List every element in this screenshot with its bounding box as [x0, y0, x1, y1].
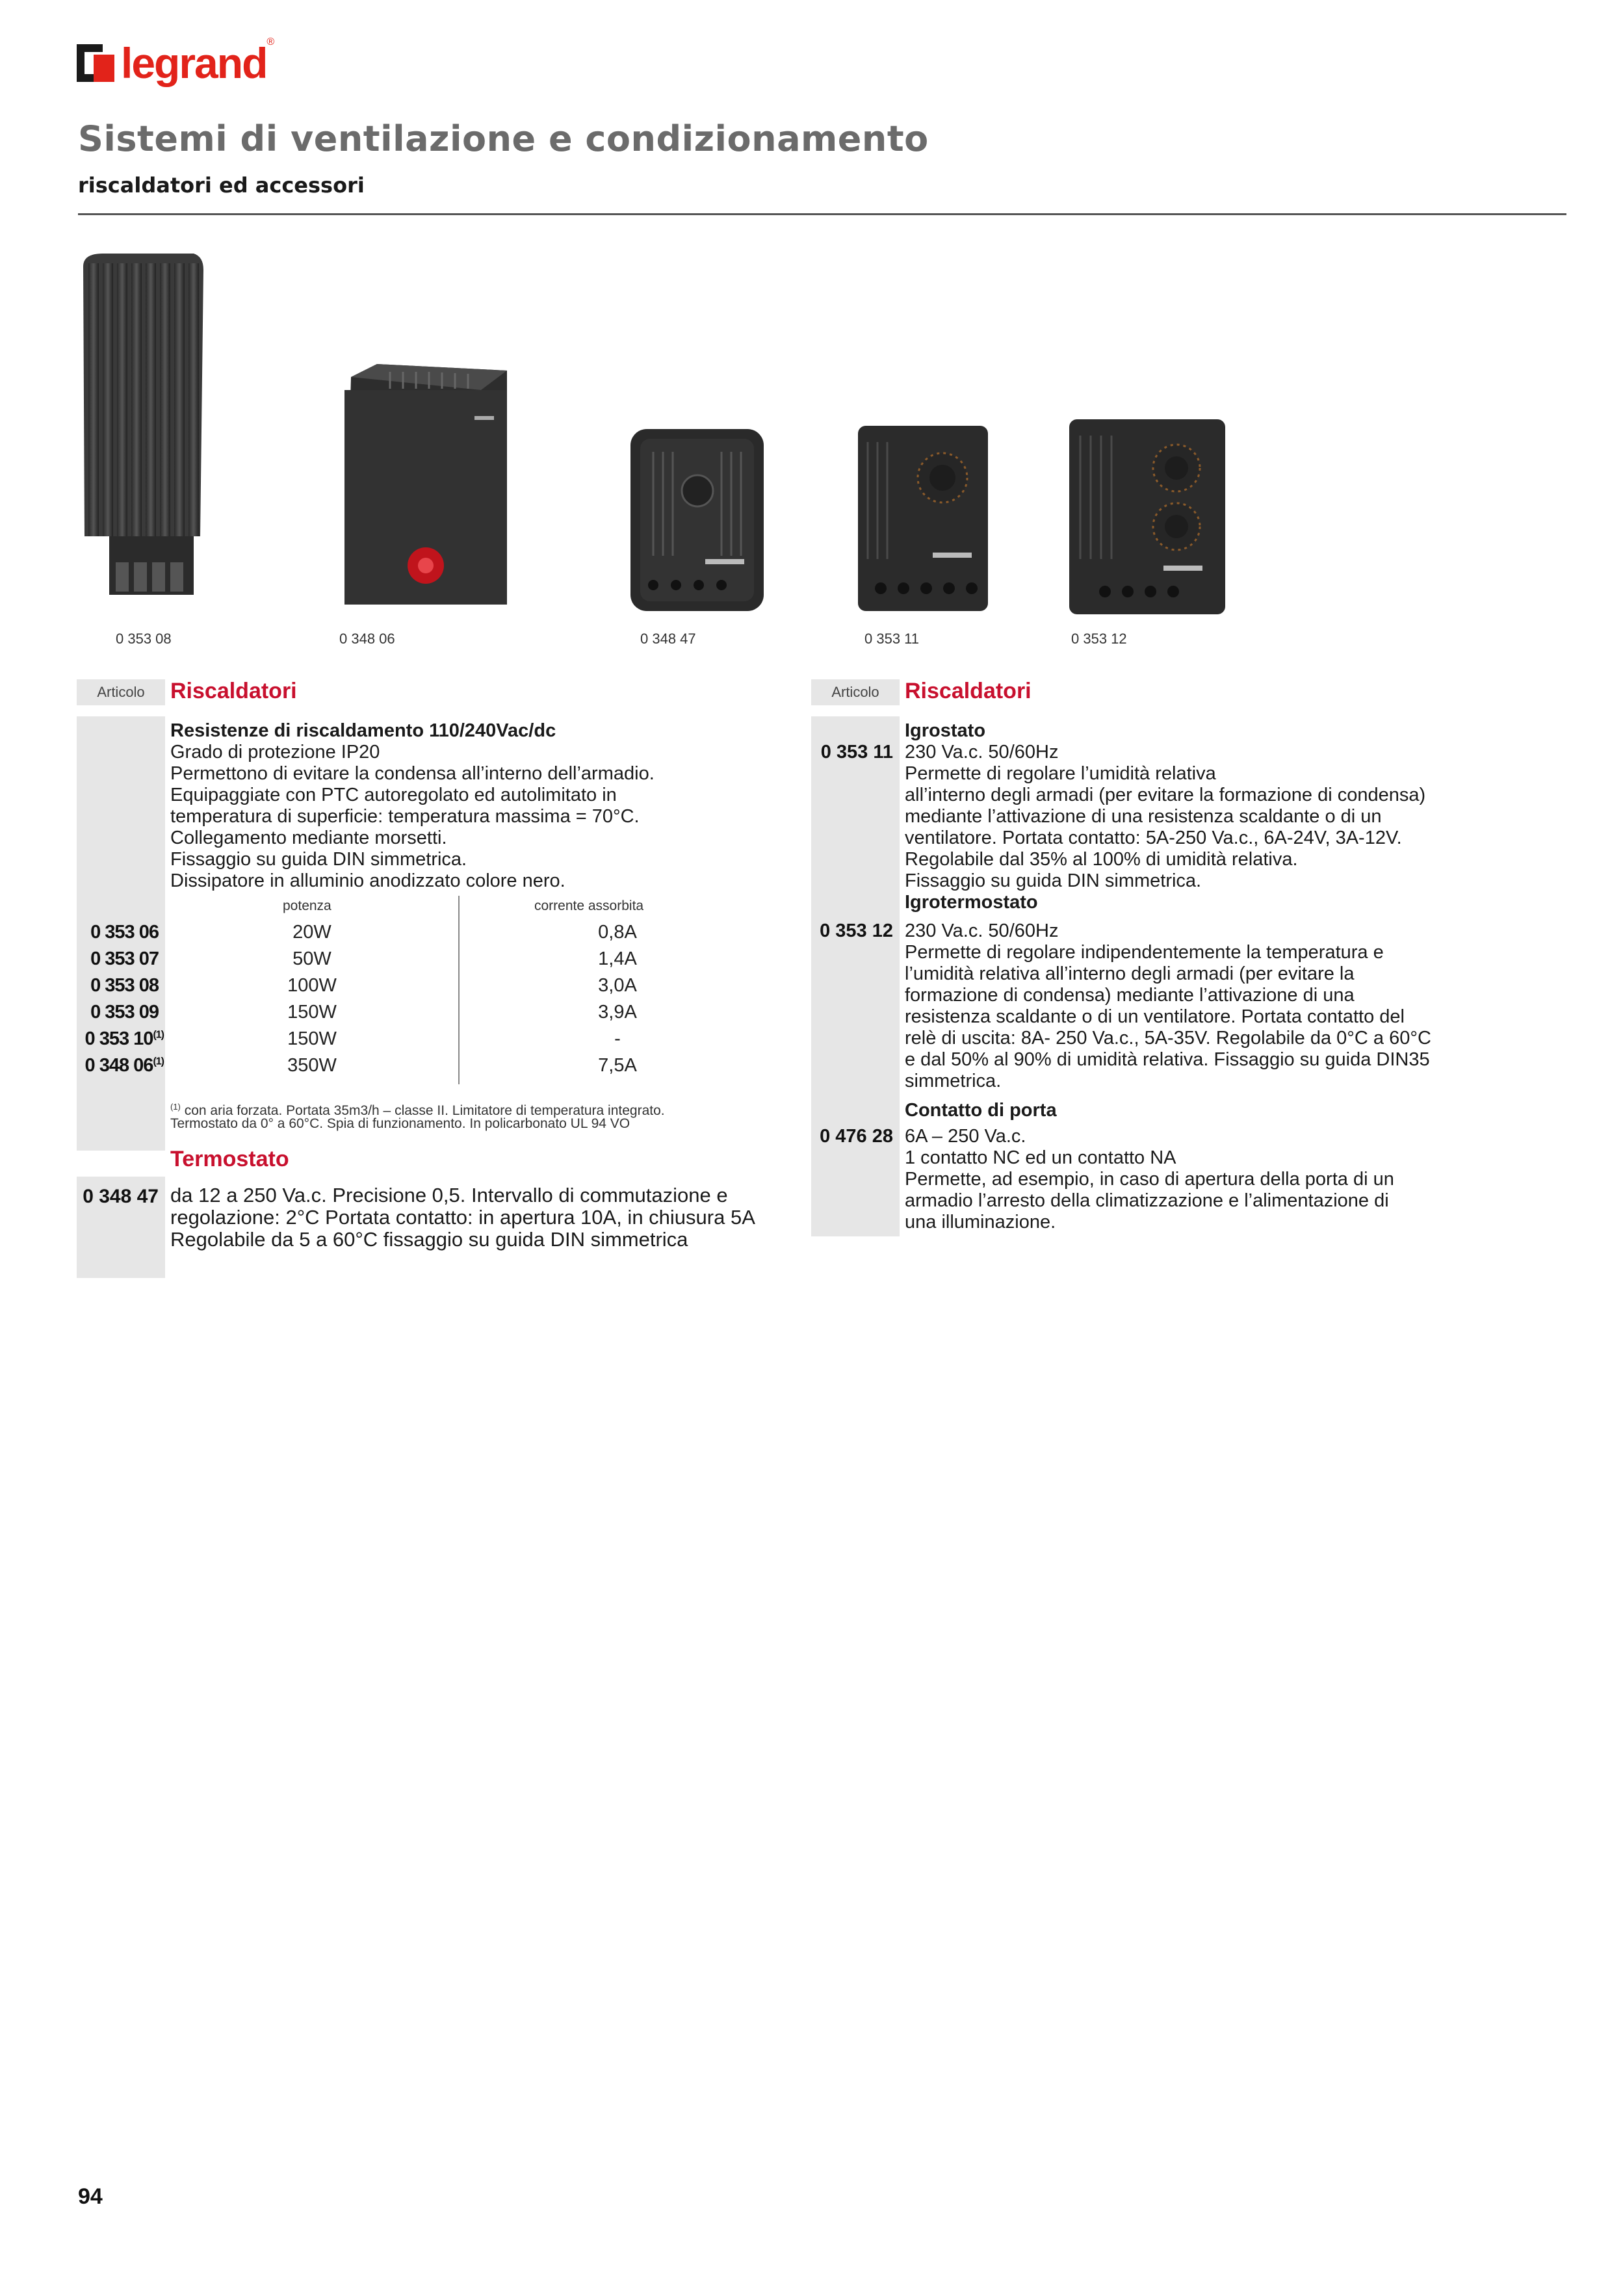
heater-block-title: Resistenze di riscaldamento 110/240Vac/dc	[170, 720, 556, 741]
thermostat-desc-line: regolazione: 2°C Portata contatto: in apertura 10A, in chiusura 5A	[170, 1206, 755, 1229]
right-section-title: Riscaldatori	[905, 679, 1032, 703]
hygrostat-desc-line: mediante l’attivazione di una resistenza scaldante o di un	[905, 806, 1382, 827]
hygrostat-desc-line: all’interno degli armadi (per evitare la formazione di condensa)	[905, 785, 1426, 805]
table-row-current: 7,5A	[598, 1055, 637, 1076]
page-title: Sistemi di ventilazione e condizionamento	[78, 118, 929, 159]
heater-desc-line: temperatura di superficie: temperatura massima = 70°C.	[170, 806, 640, 827]
product-image-035311	[855, 423, 991, 618]
hygrothermostat-desc-line: e dal 50% al 90% di umidità relativa. Fissaggio su guida DIN35	[905, 1049, 1430, 1070]
hygrothermostat-desc-line: resistenza scaldante o di un ventilatore. Portata contatto del	[905, 1006, 1405, 1027]
header-divider	[78, 213, 1566, 215]
table-row-power: 20W	[292, 922, 331, 943]
table-header-current: corrente assorbita	[534, 898, 644, 913]
door-contact-desc-line: una illuminazione.	[905, 1212, 1056, 1233]
hygrothermostat-desc-line: simmetrica.	[905, 1071, 1002, 1091]
hygrothermostat-desc-line: 230 Va.c. 50/60Hz	[905, 920, 1059, 941]
table-row-code: 0 353 06	[90, 922, 159, 943]
table-row-code: 0 353 07	[90, 948, 159, 969]
table-row-current: 1,4A	[598, 948, 637, 969]
table-row-power: 100W	[287, 975, 337, 996]
hygrothermostat-desc-line: l’umidità relativa all’interno degli armadi (per evitare la	[905, 963, 1355, 984]
table-row-current: 0,8A	[598, 922, 637, 943]
hygrothermostat-title: Igrotermostato	[905, 892, 1038, 913]
heater-desc-line: Fissaggio su guida DIN simmetrica.	[170, 849, 467, 870]
table-footnote: $^{(1)}$ con aria forzata. Portata 35m3/h – classe II. Limitatore di temperatura integrato.	[170, 1102, 665, 1118]
door-contact-desc-line: Permette, ad esempio, in caso di apertura della porta di un	[905, 1169, 1394, 1190]
page-number: 94	[78, 2184, 103, 2209]
product-image-035312	[1066, 416, 1228, 618]
door-contact-title: Contatto di porta	[905, 1100, 1057, 1121]
thermostat-code: 0 348 47	[83, 1186, 159, 1207]
hygrostat-title: Igrostato	[905, 720, 986, 741]
table-row-code: 0 348 06$^{(1)}$	[84, 1055, 164, 1076]
door-contact-code: 0 476 28	[820, 1126, 893, 1147]
door-contact-desc-line: armadio l’arresto della climatizzazione e l’alimentazione di	[905, 1190, 1389, 1211]
door-contact-desc-line: 1 contatto NC ed un contatto NA	[905, 1147, 1176, 1168]
product-image-034847	[627, 426, 770, 614]
heater-desc-line: Permettono di evitare la condensa all’interno dell’armadio.	[170, 763, 655, 784]
left-section-title: Riscaldatori	[170, 679, 297, 703]
hygrostat-desc-line: Fissaggio su guida DIN simmetrica.	[905, 870, 1202, 891]
table-row-power: 50W	[292, 948, 331, 969]
hygrostat-code: 0 353 11	[820, 742, 893, 763]
product-code-label: 0 353 08	[116, 631, 172, 647]
right-code-column	[811, 716, 900, 1236]
product-code-label: 0 353 12	[1071, 631, 1127, 647]
hygrothermostat-desc-line: formazione di condensa) mediante l’attivazione di una	[905, 985, 1355, 1006]
door-contact-desc-line: 6A – 250 Va.c.	[905, 1126, 1026, 1147]
table-footnote: Termostato da 0° a 60°C. Spia di funzionamento. In policarbonato UL 94 VO	[170, 1116, 630, 1131]
heater-desc-line: Collegamento mediante morsetti.	[170, 828, 447, 848]
table-row-current: -	[614, 1028, 621, 1049]
brand-name: legrand	[121, 39, 267, 87]
table-row-power: 150W	[287, 1002, 337, 1023]
table-header-power: potenza	[283, 898, 331, 913]
hygrothermostat-code: 0 353 12	[820, 920, 893, 941]
page-subtitle: riscaldatori ed accessori	[78, 173, 365, 198]
table-row-power: 150W	[287, 1028, 337, 1049]
hygrostat-desc-line: ventilatore. Portata contatto: 5A-250 Va.c., 6A-24V, 3A-12V.	[905, 828, 1402, 848]
table-row-power: 350W	[287, 1055, 337, 1076]
table-row-current: 3,9A	[598, 1002, 637, 1023]
hygrostat-desc-line: Permette di regolare l’umidità relativa	[905, 763, 1216, 784]
legrand-logo	[77, 34, 274, 92]
table-row-code: 0 353 08	[90, 975, 159, 996]
product-code-label: 0 348 06	[339, 631, 395, 647]
table-divider	[458, 896, 460, 1084]
heater-desc-line: Dissipatore in alluminio anodizzato colore nero.	[170, 870, 565, 891]
left-articolo-header: Articolo	[77, 679, 165, 705]
heater-desc-line: Grado di protezione IP20	[170, 742, 380, 763]
product-code-label: 0 348 47	[640, 631, 696, 647]
thermostat-title: Termostato	[170, 1147, 289, 1171]
table-row-code: 0 353 10$^{(1)}$	[84, 1028, 164, 1049]
table-row-code: 0 353 09	[90, 1002, 159, 1023]
heater-desc-line: Equipaggiate con PTC autoregolato ed autolimitato in	[170, 785, 617, 805]
thermostat-desc-line: da 12 a 250 Va.c. Precisione 0,5. Intervallo di commutazione e	[170, 1184, 728, 1207]
hygrothermostat-desc-line: relè di uscita: 8A- 250 Va.c., 5A-35V. Regolabile da 0°C a 60°C	[905, 1028, 1431, 1049]
thermostat-desc-line: Regolabile da 5 a 60°C fissaggio su guida DIN simmetrica	[170, 1228, 688, 1251]
legrand-logo-mark	[77, 44, 114, 82]
hygrostat-desc-line: Regolabile dal 35% al 100% di umidità relativa.	[905, 849, 1298, 870]
table-row-current: 3,0A	[598, 975, 637, 996]
registered-mark: ®	[266, 36, 275, 47]
right-articolo-header: Articolo	[811, 679, 900, 705]
hygrothermostat-desc-line: Permette di regolare indipendentemente la temperatura e	[905, 942, 1384, 963]
product-code-label: 0 353 11	[864, 631, 920, 647]
product-image-035308	[77, 250, 207, 614]
product-image-034806	[338, 358, 520, 618]
hygrostat-desc-line: 230 Va.c. 50/60Hz	[905, 742, 1059, 763]
